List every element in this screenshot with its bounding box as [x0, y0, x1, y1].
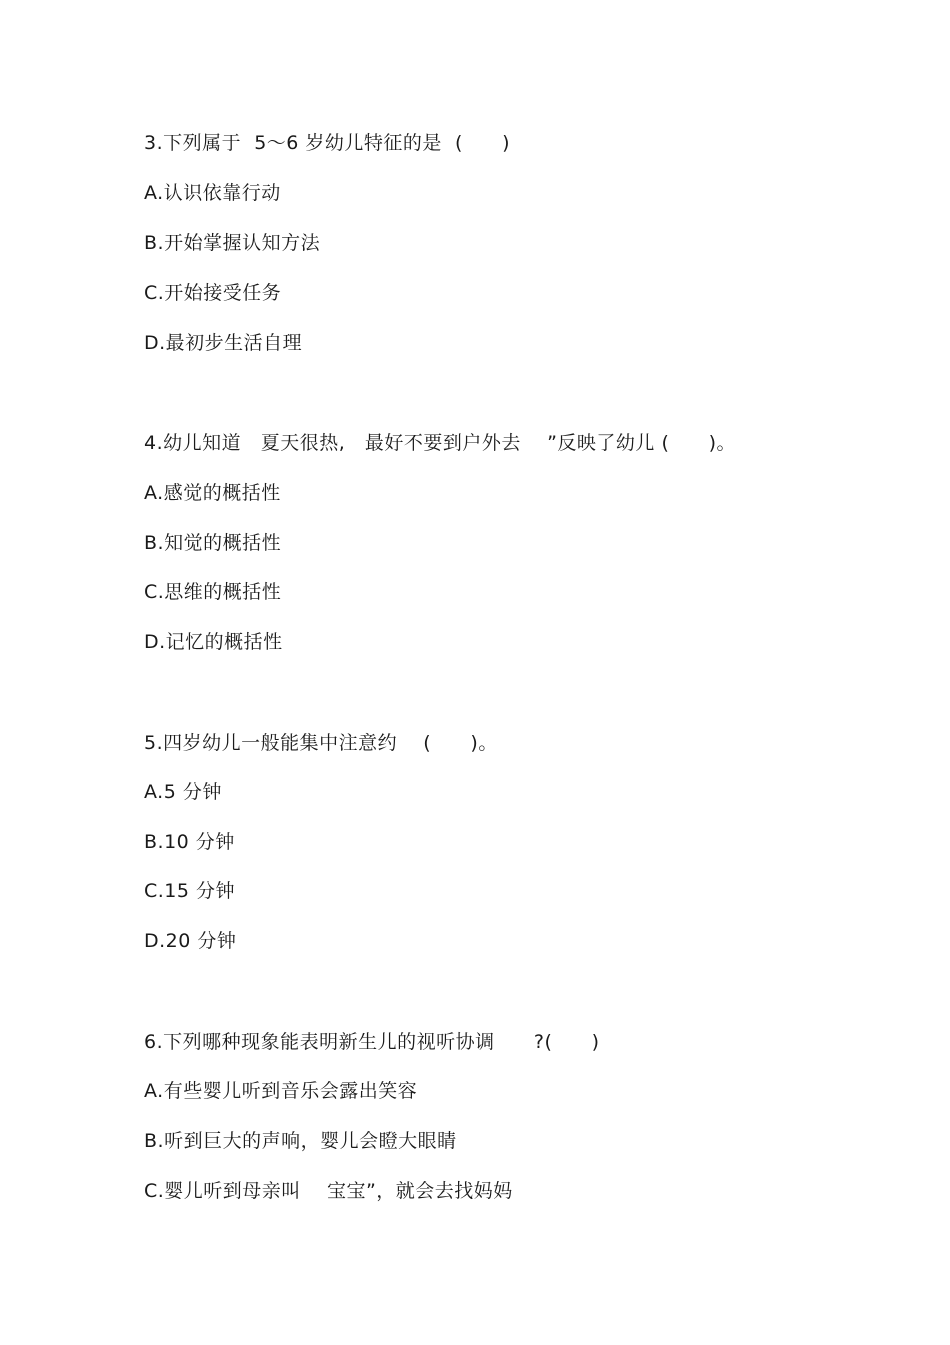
- question-3-option-d: D.最初步生活自理: [144, 332, 303, 354]
- question-5-option-a: A.5 分钟: [144, 781, 222, 803]
- question-5-option-b: B.10 分钟: [144, 831, 235, 853]
- question-3-option-b: B.开始掌握认知方法: [144, 232, 321, 254]
- question-5-option-d: D.20 分钟: [144, 930, 237, 952]
- question-4-option-c: C.思维的概括性: [144, 581, 282, 603]
- question-3-option-a: A.认识依靠行动: [144, 182, 281, 204]
- question-6-option-b: B.听到巨大的声响，婴儿会瞪大眼睛: [144, 1130, 457, 1152]
- question-4-option-a: A.感觉的概括性: [144, 482, 281, 504]
- question-4-option-d: D.记忆的概括性: [144, 631, 283, 653]
- question-6-stem: 6.下列哪种现象能表明新生儿的视听协调 ?( ): [144, 1031, 600, 1053]
- question-5-stem: 5.四岁幼儿一般能集中注意约 ( )。: [144, 732, 498, 754]
- question-4-option-b: B.知觉的概括性: [144, 532, 282, 554]
- question-3-stem: 3.下列属于 5～6 岁幼儿特征的是 ( ): [144, 132, 511, 154]
- question-3-option-c: C.开始接受任务: [144, 282, 282, 304]
- question-5-option-c: C.15 分钟: [144, 880, 236, 902]
- question-6-option-a: A.有些婴儿听到音乐会露出笑容: [144, 1080, 418, 1102]
- question-4-stem: 4.幼儿知道 夏天很热, 最好不要到户外去 ”反映了幼儿 ( )。: [144, 432, 737, 454]
- question-6-option-c: C.婴儿听到母亲叫 宝宝”，就会去找妈妈: [144, 1180, 513, 1202]
